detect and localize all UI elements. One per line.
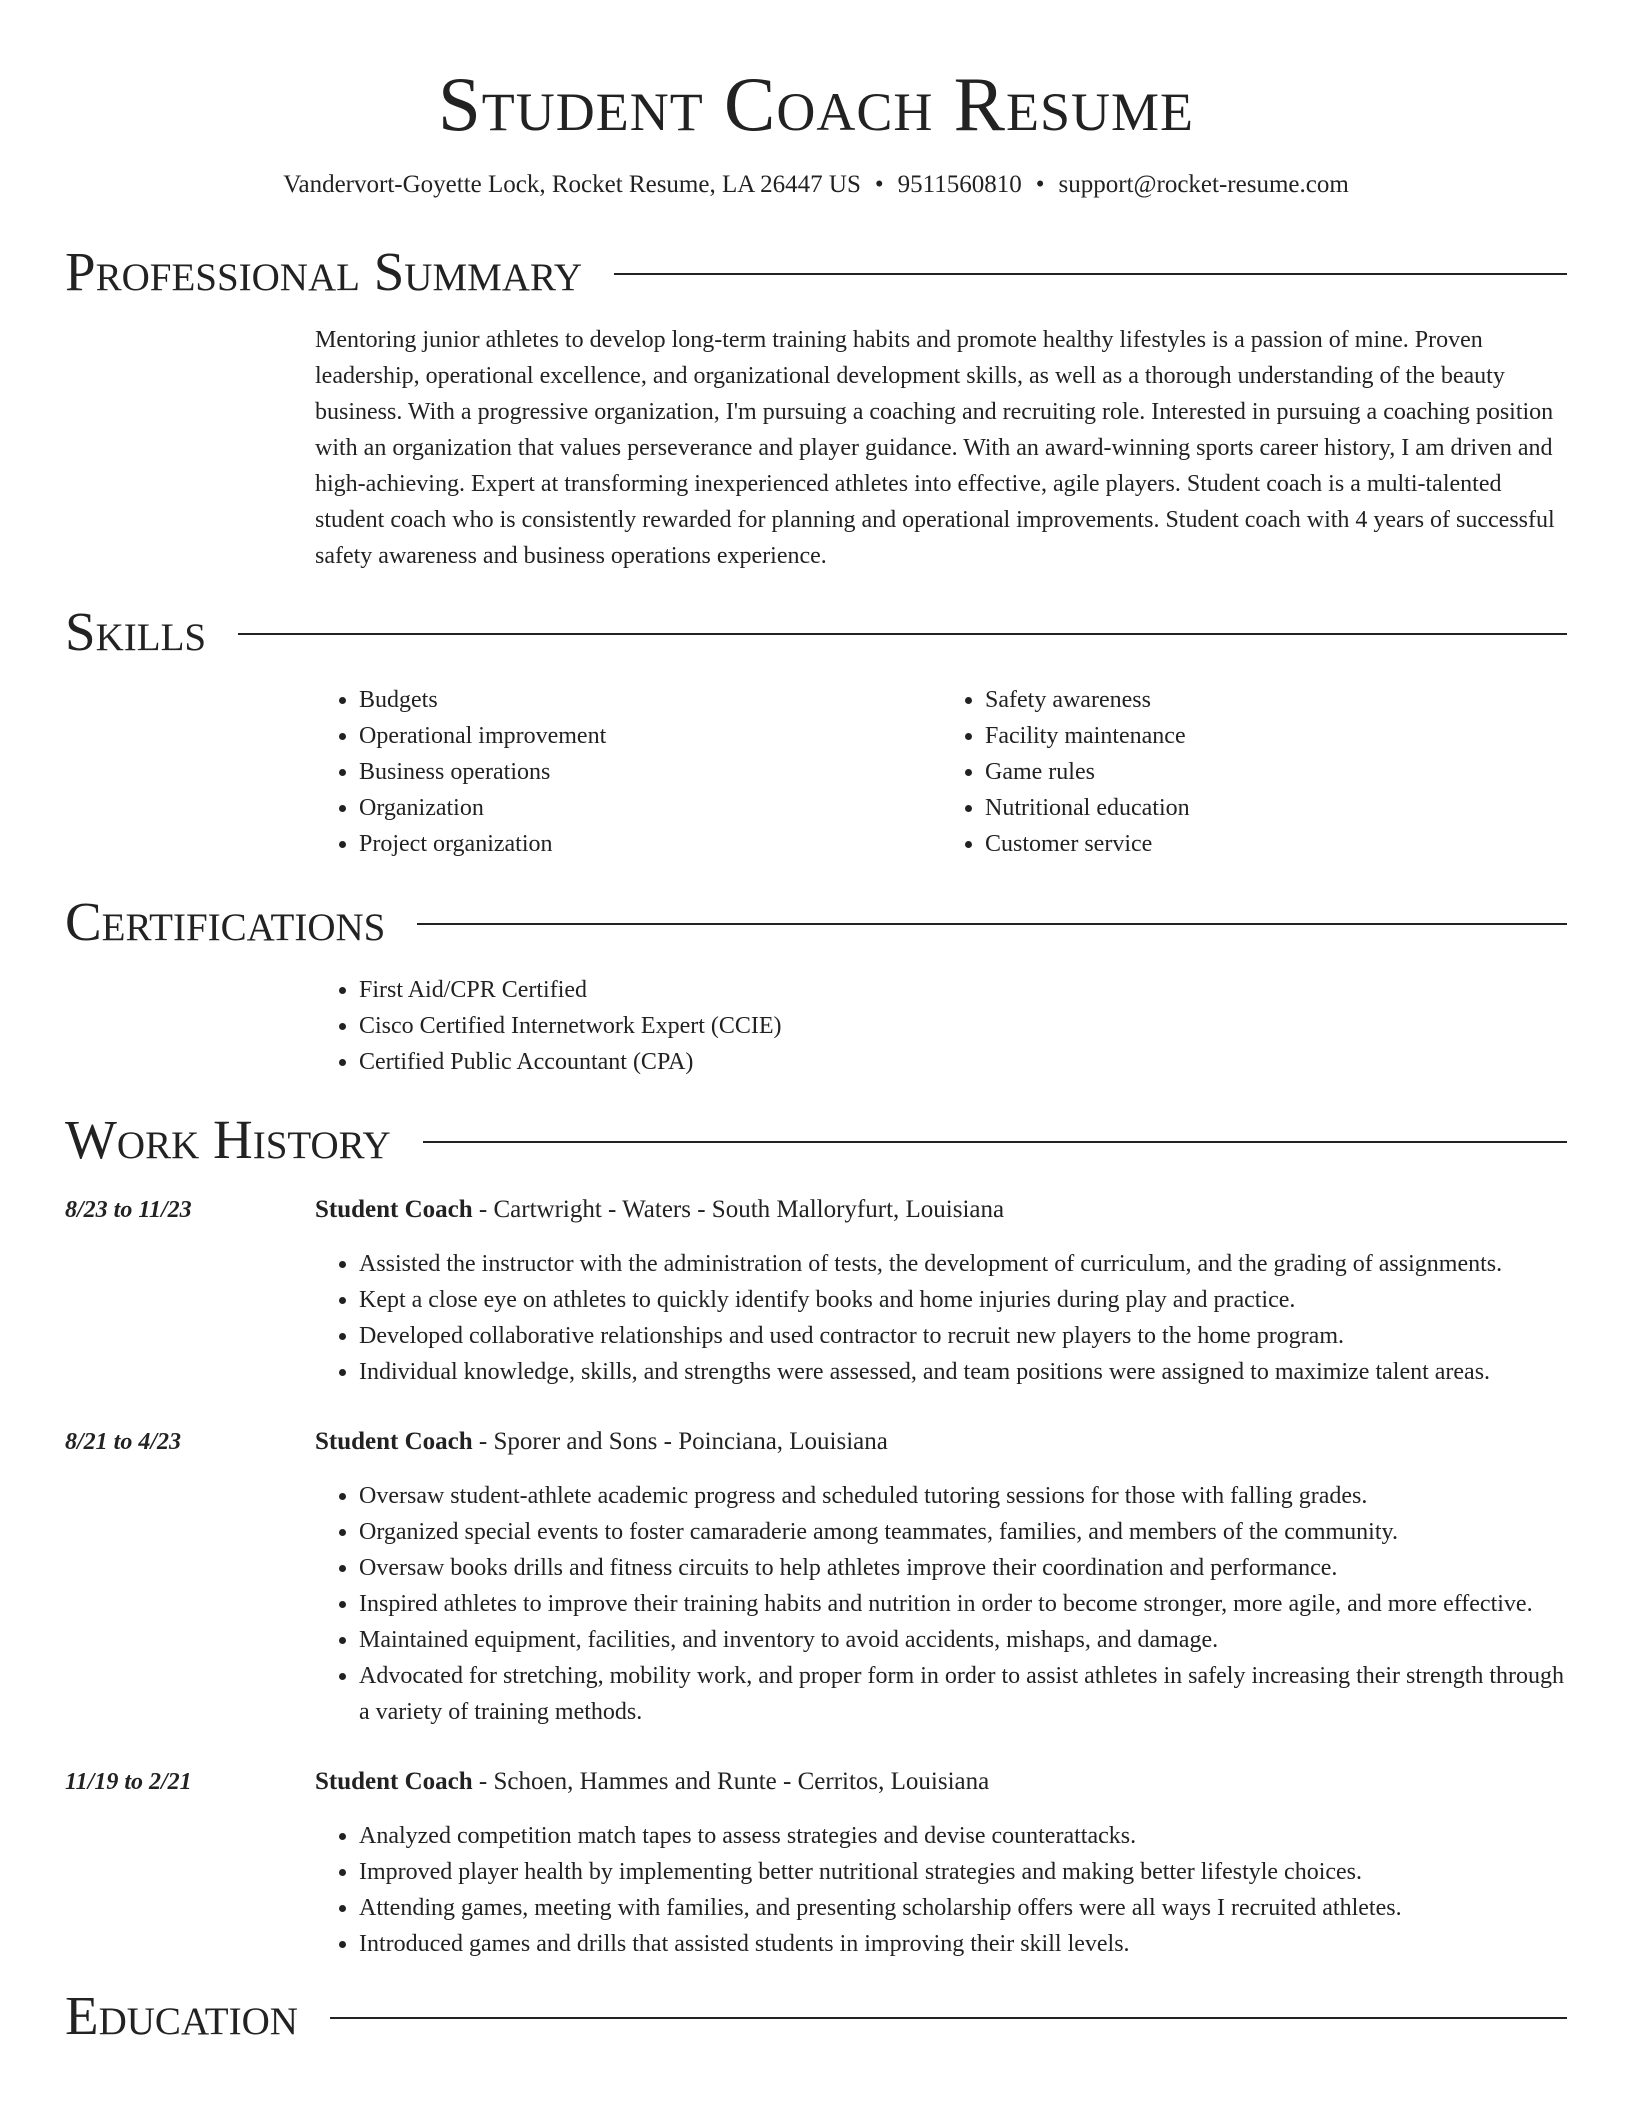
job-dates: 11/19 to 2/21 (65, 1769, 192, 1795)
job-entry (65, 1764, 1567, 1962)
work-section-header (65, 1110, 1567, 1170)
job-bullet: • Analyzed competition match tapes to assess strategies and devise counterattacks. (359, 1818, 1567, 1854)
summary-text: Mentoring junior athletes to develop long-term training habits and promote healthy lifestyles is a passion of mine. Proven leadership, operational excellence, and organizational development skills, as well as a thorough understanding of the beauty business. With a progressive organization, I'm pursuing a coaching and recruiting role. Interested in pursuing a coaching position with an organization that values perseverance and player guidance. With an award-winning sports career history, I am driven and high-achieving. Expert at transforming inexperienced athletes into effective, agile players. Student coach is a multi-talented student coach who is consistently rewarded for planning and operational improvements. Student coach with 4 years of successful safety awareness and business operations experience. (315, 327, 1555, 569)
skills-section-header (65, 602, 1567, 662)
skills-list-right (941, 682, 1567, 862)
skill-item: • Project organization (359, 826, 941, 862)
job-bullets (315, 1478, 1567, 1730)
section-divider (238, 633, 1567, 635)
job-entry (65, 1424, 1567, 1730)
separator: • (1035, 171, 1045, 198)
job-heading (315, 1764, 1567, 1800)
certification-item: • First Aid/CPR Certified (359, 972, 1567, 1008)
separator: • (874, 171, 884, 198)
skill-item: • Nutritional education (985, 790, 1567, 826)
section-divider (417, 923, 1567, 925)
certification-item: • Cisco Certified Internetwork Expert (CCIE) (359, 1008, 1567, 1044)
job-bullets (315, 1818, 1567, 1962)
job-company: - Cartwright - Waters - South Malloryfurt, Louisiana (472, 1196, 1005, 1223)
job-bullet: • Individual knowledge, skills, and strengths were assessed, and team positions were assigned to maximize talent areas. (359, 1354, 1567, 1390)
job-role: Student Coach (315, 1768, 473, 1795)
skills-list-left (315, 682, 941, 862)
resume-title: Student Coach Resume (437, 61, 1194, 147)
job-company: - Schoen, Hammes and Runte - Cerritos, Louisiana (472, 1768, 990, 1795)
job-bullet: • Kept a close eye on athletes to quickly identify books and home injuries during play and practice. (359, 1282, 1567, 1318)
job-bullet: • Improved player health by implementing better nutritional strategies and making better lifestyle choices. (359, 1854, 1567, 1890)
job-heading (315, 1424, 1567, 1460)
section-title-skills: Skills (65, 601, 207, 662)
contact-line (65, 168, 1567, 202)
summary-body (315, 322, 1567, 574)
skills-grid (315, 682, 1567, 862)
certifications-section-header (65, 892, 1567, 952)
job-bullet: • Advocated for stretching, mobility work, and proper form in order to assist athletes in safely increasing their strength through a variety of training methods. (359, 1658, 1567, 1730)
job-company: - Sporer and Sons - Poinciana, Louisiana (472, 1428, 888, 1455)
section-title-summary: Professional Summary (65, 241, 583, 302)
job-role: Student Coach (315, 1428, 473, 1455)
job-bullet: • Organized special events to foster camaraderie among teammates, families, and members of the community. (359, 1514, 1567, 1550)
section-divider (614, 273, 1567, 275)
section-divider (423, 1141, 1567, 1143)
job-bullet: • Oversaw student-athlete academic progress and scheduled tutoring sessions for those with falling grades. (359, 1478, 1567, 1514)
phone: 9511560810 (897, 171, 1022, 198)
certification-item: • Certified Public Accountant (CPA) (359, 1044, 1567, 1080)
summary-section-header (65, 242, 1567, 302)
job-dates: 8/21 to 4/23 (65, 1429, 182, 1455)
skill-item: • Operational improvement (359, 718, 941, 754)
job-details (315, 1192, 1567, 1390)
skill-item: • Budgets (359, 682, 941, 718)
job-bullet: • Maintained equipment, facilities, and inventory to avoid accidents, mishaps, and damage. (359, 1622, 1567, 1658)
certifications-body (315, 972, 1567, 1080)
job-details (315, 1764, 1567, 1962)
job-bullet: • Introduced games and drills that assisted students in improving their skill levels. (359, 1926, 1567, 1962)
skill-item: • Organization (359, 790, 941, 826)
section-title-certifications: Certifications (65, 891, 386, 952)
job-bullet: • Attending games, meeting with families, and presenting scholarship offers were all ways I recruited athletes. (359, 1890, 1567, 1926)
section-title-education: Education (65, 1985, 298, 2046)
certifications-list (315, 972, 1567, 1080)
skill-item: • Facility maintenance (985, 718, 1567, 754)
job-bullets (315, 1246, 1567, 1390)
job-bullet: • Inspired athletes to improve their training habits and nutrition in order to become stronger, more agile, and more effective. (359, 1586, 1567, 1622)
skill-item: • Business operations (359, 754, 941, 790)
address: Vandervort-Goyette Lock, Rocket Resume, LA 26447 US (283, 171, 861, 198)
job-role: Student Coach (315, 1196, 473, 1223)
email: support@rocket-resume.com (1058, 171, 1349, 198)
job-bullet: • Assisted the instructor with the administration of tests, the development of curriculum, and the grading of assignments. (359, 1246, 1567, 1282)
job-details (315, 1424, 1567, 1730)
skill-item: • Customer service (985, 826, 1567, 862)
job-bullet: • Developed collaborative relationships and used contractor to recruit new players to the home program. (359, 1318, 1567, 1354)
job-dates: 8/23 to 11/23 (65, 1197, 192, 1223)
job-heading (315, 1192, 1567, 1228)
section-title-work: Work History (65, 1109, 391, 1170)
skill-item: • Game rules (985, 754, 1567, 790)
job-bullet: • Oversaw books drills and fitness circuits to help athletes improve their coordination and performance. (359, 1550, 1567, 1586)
job-entry (65, 1192, 1567, 1390)
education-section-header (65, 1986, 1567, 2046)
skill-item: • Safety awareness (985, 682, 1567, 718)
section-divider (330, 2017, 1567, 2019)
